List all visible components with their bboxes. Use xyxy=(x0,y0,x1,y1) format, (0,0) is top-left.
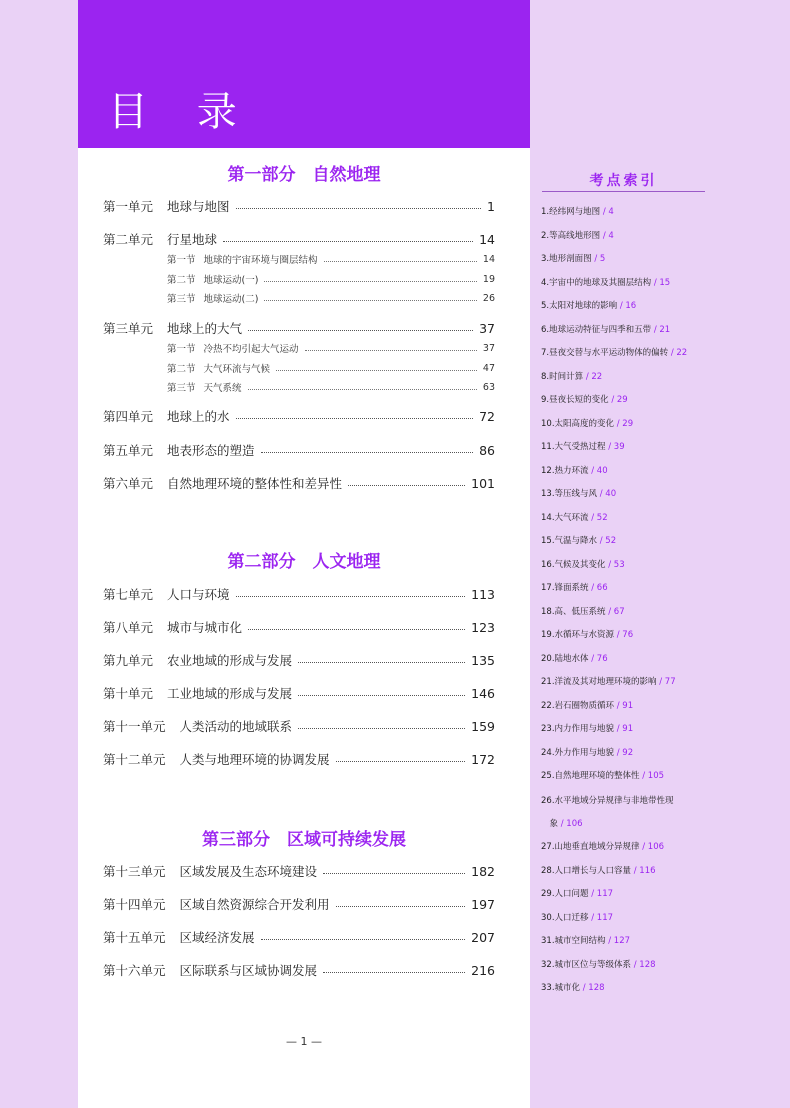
index-item[interactable] xyxy=(541,511,608,523)
index-item-page: / 29 xyxy=(611,395,628,405)
index-item-page: / 117 xyxy=(591,889,614,899)
index-item-page: / 5 xyxy=(594,254,606,264)
toc-entry[interactable] xyxy=(103,618,495,636)
index-item[interactable] xyxy=(541,370,602,382)
index-item-text: 29.人口问题 xyxy=(541,889,589,899)
toc-unit: 第八单元 xyxy=(103,620,154,635)
index-item-text: 28.人口增长与人口容量 xyxy=(541,866,632,876)
index-item-text: 24.外力作用与地貌 xyxy=(541,748,615,758)
toc-unit: 第一单元 xyxy=(103,199,154,214)
toc-entry[interactable] xyxy=(103,961,495,979)
toc-page-number: 1 xyxy=(487,198,495,214)
toc-entry[interactable] xyxy=(103,407,495,425)
dot-leader xyxy=(261,939,466,940)
toc-section[interactable] xyxy=(167,380,495,394)
dot-leader xyxy=(264,281,476,282)
toc-unit: 第十单元 xyxy=(103,686,154,701)
index-item-page: / 76 xyxy=(616,630,634,640)
toc-label: 人口与环境 xyxy=(167,587,230,602)
toc-page-number: 197 xyxy=(471,896,495,912)
index-item-page: / 117 xyxy=(591,913,614,923)
index-item-text: 19.水循环与水资源 xyxy=(541,630,615,640)
toc-page-number: 47 xyxy=(482,362,495,374)
toc-label: 地球的宇宙环境与圈层结构 xyxy=(203,255,318,266)
index-item-page: / 106 xyxy=(642,842,665,852)
toc-label: 地球上的大气 xyxy=(167,321,243,336)
toc-label: 工业地域的形成与发展 xyxy=(167,686,293,701)
index-item-page: / 52 xyxy=(591,513,608,523)
toc-page-number: 26 xyxy=(482,292,495,304)
toc-label: 人类活动的地域联系 xyxy=(179,719,293,734)
index-item[interactable] xyxy=(541,699,633,711)
dot-leader xyxy=(261,452,474,453)
index-item-page: / 105 xyxy=(642,771,665,781)
toc-section-number: 第三节 xyxy=(167,383,196,394)
dot-leader xyxy=(236,208,482,209)
dot-leader xyxy=(223,241,473,242)
index-item[interactable] xyxy=(541,817,583,829)
toc-unit: 第七单元 xyxy=(103,587,154,602)
toc-label: 农业地域的形成与发展 xyxy=(167,653,293,668)
toc-page-number: 14 xyxy=(482,253,495,265)
index-item[interactable] xyxy=(541,911,613,923)
toc-section[interactable] xyxy=(167,252,495,266)
index-item-text: 26.水平地域分异规律与非地带性现 xyxy=(541,796,674,806)
toc-unit: 第十一单元 xyxy=(103,719,166,734)
index-item-text: 3.地形剖面图 xyxy=(541,254,592,264)
toc-section[interactable] xyxy=(167,341,495,355)
toc-header xyxy=(78,0,530,148)
page-title: 目 录 xyxy=(108,89,255,135)
toc-entry[interactable] xyxy=(103,717,495,735)
toc-section[interactable] xyxy=(167,291,495,305)
toc-label: 人类与地理环境的协调发展 xyxy=(179,752,330,767)
toc-unit: 第九单元 xyxy=(103,653,154,668)
toc-page-number: 123 xyxy=(471,619,495,635)
index-item-page: / 40 xyxy=(599,489,617,499)
toc-unit: 第四单元 xyxy=(103,409,154,424)
index-item[interactable] xyxy=(541,675,676,687)
dot-leader xyxy=(298,695,465,696)
index-item-page: / 21 xyxy=(653,325,671,335)
toc-page-number: 207 xyxy=(471,929,495,945)
dot-leader xyxy=(236,418,474,419)
index-item[interactable] xyxy=(541,417,633,429)
page-number: — 1 — xyxy=(286,1035,322,1048)
index-item[interactable] xyxy=(541,934,630,946)
index-item-page: / 127 xyxy=(608,936,631,946)
toc-page-number: 146 xyxy=(471,685,495,701)
index-item-text: 12.热力环流 xyxy=(541,466,589,476)
index-item-page: / 53 xyxy=(608,560,625,570)
index-item-text: 23.内力作用与地貌 xyxy=(541,724,615,734)
index-item-text: 4.宇宙中的地球及其圈层结构 xyxy=(541,278,652,288)
part-title-3: 第三部分 区域可持续发展 xyxy=(202,830,406,850)
index-item-page: / 52 xyxy=(599,536,617,546)
toc-entry[interactable] xyxy=(103,474,495,492)
index-item[interactable] xyxy=(541,840,664,852)
index-item-text: 2.等高线地形图 xyxy=(541,231,601,241)
toc-unit: 第十五单元 xyxy=(103,930,166,945)
index-item[interactable] xyxy=(541,346,687,358)
index-item[interactable] xyxy=(541,393,628,405)
toc-section[interactable] xyxy=(167,361,495,375)
toc-entry[interactable] xyxy=(103,585,495,603)
toc-entry[interactable] xyxy=(103,928,495,946)
index-item[interactable] xyxy=(541,229,614,241)
toc-entry[interactable] xyxy=(103,750,495,768)
toc-page-number: 63 xyxy=(482,381,495,393)
toc-section[interactable] xyxy=(167,272,495,286)
index-item-text: 8.时间计算 xyxy=(541,372,584,382)
dot-leader xyxy=(336,761,466,762)
index-item-page: / 128 xyxy=(633,960,656,970)
part-title-1: 第一部分 自然地理 xyxy=(227,165,381,185)
index-item[interactable] xyxy=(541,746,633,758)
index-item-page: / 22 xyxy=(585,372,603,382)
index-item[interactable] xyxy=(541,299,636,311)
index-item-text: 18.高、低压系统 xyxy=(541,607,606,617)
index-item[interactable] xyxy=(541,887,613,899)
index-item-text: 32.城市区位与等级体系 xyxy=(541,960,632,970)
index-item-page: / 91 xyxy=(616,701,634,711)
toc-entry[interactable] xyxy=(103,319,495,337)
index-item-text: 33.城市化 xyxy=(541,983,581,993)
index-item[interactable] xyxy=(541,864,656,876)
index-item[interactable] xyxy=(541,958,656,970)
toc-label: 行星地球 xyxy=(167,232,218,247)
toc-entry[interactable] xyxy=(103,651,495,669)
toc-label: 地球与地图 xyxy=(167,199,230,214)
index-item[interactable] xyxy=(541,276,670,288)
dot-leader xyxy=(323,972,465,973)
toc-unit: 第三单元 xyxy=(103,321,154,336)
index-item[interactable] xyxy=(541,440,625,452)
toc-page-number: 14 xyxy=(479,231,495,247)
index-item-text: 20.陆地水体 xyxy=(541,654,589,664)
index-item-text: 14.大气环流 xyxy=(541,513,589,523)
index-item-page: / 4 xyxy=(602,231,614,241)
dot-leader xyxy=(236,596,466,597)
toc-page-number: 135 xyxy=(471,652,495,668)
index-item-page: / 116 xyxy=(633,866,656,876)
toc-label: 大气环流与气候 xyxy=(203,364,271,375)
index-item-text: 13.等压线与风 xyxy=(541,489,598,499)
index-item-text: 7.昼夜交替与水平运动物体的偏转 xyxy=(541,348,669,358)
dot-leader xyxy=(324,261,477,262)
index-item[interactable] xyxy=(541,652,608,664)
toc-section-number: 第二节 xyxy=(167,364,196,375)
dot-leader xyxy=(298,662,465,663)
index-item-page: / 66 xyxy=(591,583,608,593)
part-title-2: 第二部分 人文地理 xyxy=(227,552,381,572)
dot-leader xyxy=(248,330,473,331)
toc-label: 区域经济发展 xyxy=(179,930,255,945)
index-item-text: 31.城市空间结构 xyxy=(541,936,606,946)
index-item-page: / 15 xyxy=(653,278,671,288)
toc-section-number: 第二节 xyxy=(167,275,196,286)
toc-page-number: 216 xyxy=(471,962,495,978)
toc-label: 自然地理环境的整体性和差异性 xyxy=(167,476,343,491)
toc-section-number: 第三节 xyxy=(167,294,196,305)
index-item-text: 10.太阳高度的变化 xyxy=(541,419,615,429)
index-item-page: / 128 xyxy=(582,983,605,993)
toc-page xyxy=(78,0,530,1108)
dot-leader xyxy=(298,728,465,729)
toc-entry[interactable] xyxy=(103,862,495,880)
index-item-text: 6.地球运动特征与四季和五带 xyxy=(541,325,652,335)
index-item-text: 11.大气受热过程 xyxy=(541,442,606,452)
index-item[interactable] xyxy=(541,605,625,617)
toc-page-number: 182 xyxy=(471,863,495,879)
toc-page-number: 113 xyxy=(471,586,495,602)
index-item-text: 15.气温与降水 xyxy=(541,536,598,546)
index-item-page: / 29 xyxy=(616,419,634,429)
toc-page-number: 19 xyxy=(482,273,495,285)
dot-leader xyxy=(248,629,465,630)
index-item-page: / 16 xyxy=(619,301,637,311)
index-item[interactable] xyxy=(541,205,614,217)
index-item-text: 21.洋流及其对地理环境的影响 xyxy=(541,677,657,687)
index-item-page: / 91 xyxy=(616,724,634,734)
index-item[interactable] xyxy=(541,794,674,806)
toc-unit: 第十三单元 xyxy=(103,864,166,879)
toc-entry[interactable] xyxy=(103,197,495,215)
toc-label: 冷热不均引起大气运动 xyxy=(203,344,299,355)
dot-leader xyxy=(348,485,465,486)
toc-label: 区域发展及生态环境建设 xyxy=(179,864,318,879)
dot-leader xyxy=(248,389,477,390)
index-item-page: / 39 xyxy=(608,442,625,452)
index-item-text: 象 xyxy=(541,819,559,829)
toc-unit: 第十四单元 xyxy=(103,897,166,912)
toc-page-number: 37 xyxy=(479,320,495,336)
dot-leader xyxy=(336,906,466,907)
toc-unit: 第六单元 xyxy=(103,476,154,491)
index-item-text: 27.山地垂直地域分异规律 xyxy=(541,842,640,852)
index-item-page: / 106 xyxy=(560,819,583,829)
toc-page-number: 101 xyxy=(471,475,495,491)
toc-page-number: 159 xyxy=(471,718,495,734)
index-item-page: / 92 xyxy=(616,748,634,758)
toc-label: 地表形态的塑造 xyxy=(167,443,255,458)
toc-label: 天气系统 xyxy=(203,383,242,394)
index-item[interactable] xyxy=(541,252,605,264)
toc-page-number: 72 xyxy=(479,408,495,424)
toc-unit: 第二单元 xyxy=(103,232,154,247)
index-item[interactable] xyxy=(541,581,608,593)
index-item-page: / 40 xyxy=(591,466,608,476)
index-item[interactable] xyxy=(541,981,605,993)
index-item-text: 22.岩石圈物质循环 xyxy=(541,701,615,711)
index-item[interactable] xyxy=(541,534,616,546)
toc-entry[interactable] xyxy=(103,230,495,248)
index-title: 考点索引 xyxy=(589,173,658,189)
index-item-text: 9.昼夜长短的变化 xyxy=(541,395,609,405)
dot-leader xyxy=(305,350,477,351)
index-item-page: / 4 xyxy=(602,207,614,217)
toc-label: 地球上的水 xyxy=(167,409,230,424)
toc-page-number: 172 xyxy=(471,751,495,767)
index-item-text: 25.自然地理环境的整体性 xyxy=(541,771,640,781)
toc-section-number: 第一节 xyxy=(167,255,196,266)
index-divider xyxy=(542,191,705,192)
index-item-page: / 77 xyxy=(659,677,676,687)
index-item-page: / 76 xyxy=(591,654,608,664)
index-item-text: 1.经纬网与地图 xyxy=(541,207,601,217)
index-item[interactable] xyxy=(541,464,608,476)
index-item[interactable] xyxy=(541,487,616,499)
dot-leader xyxy=(276,370,477,371)
index-item-text: 30.人口迁移 xyxy=(541,913,589,923)
index-item[interactable] xyxy=(541,558,625,570)
index-item-text: 5.太阳对地球的影响 xyxy=(541,301,618,311)
index-item[interactable] xyxy=(541,628,633,640)
toc-entry[interactable] xyxy=(103,684,495,702)
toc-unit: 第五单元 xyxy=(103,443,154,458)
toc-label: 地球运动(一) xyxy=(203,275,259,286)
toc-entry[interactable] xyxy=(103,895,495,913)
dot-leader xyxy=(264,300,476,301)
index-item[interactable] xyxy=(541,722,633,734)
toc-label: 城市与城市化 xyxy=(167,620,243,635)
toc-page-number: 86 xyxy=(479,442,495,458)
toc-entry[interactable] xyxy=(103,441,495,459)
index-item-text: 17.锋面系统 xyxy=(541,583,589,593)
toc-unit: 第十二单元 xyxy=(103,752,166,767)
dot-leader xyxy=(323,873,465,874)
toc-unit: 第十六单元 xyxy=(103,963,166,978)
toc-page-number: 37 xyxy=(482,342,495,354)
toc-label: 区域自然资源综合开发利用 xyxy=(179,897,330,912)
index-item-page: / 67 xyxy=(608,607,625,617)
toc-label: 区际联系与区域协调发展 xyxy=(179,963,318,978)
index-item[interactable] xyxy=(541,323,670,335)
index-item-text: 16.气候及其变化 xyxy=(541,560,606,570)
index-item-page: / 22 xyxy=(670,348,688,358)
index-item[interactable] xyxy=(541,769,664,781)
toc-label: 地球运动(二) xyxy=(203,294,259,305)
toc-section-number: 第一节 xyxy=(167,344,196,355)
